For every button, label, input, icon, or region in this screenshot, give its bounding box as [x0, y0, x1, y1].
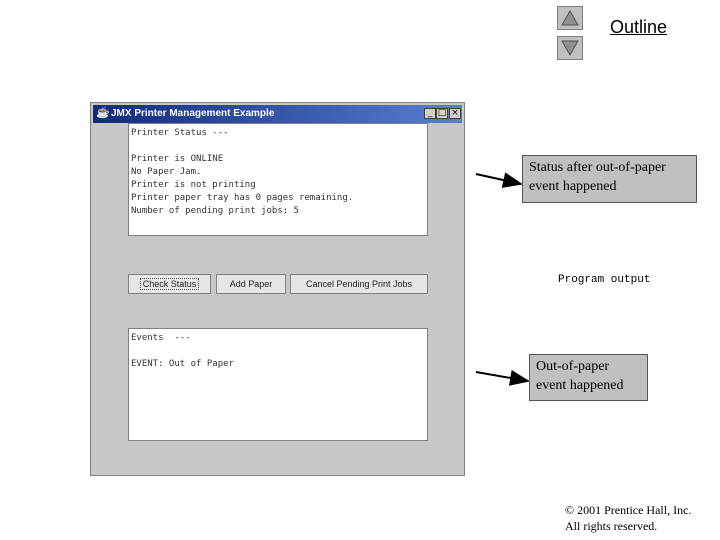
status-line: No Paper Jam.	[131, 167, 202, 177]
copyright-notice	[565, 502, 691, 534]
event-callout-arrow	[476, 372, 528, 381]
cancel-pending-jobs-button[interactable]: Cancel Pending Print Jobs	[290, 274, 428, 294]
window-title: JMX Printer Management Example	[111, 108, 275, 119]
copyright-line: © 2001 Prentice Hall, Inc.	[565, 503, 692, 517]
status-line: Number of pending print jobs: 5	[131, 206, 299, 216]
status-line: Printer is not printing	[131, 180, 256, 190]
event-callout-line: event happened	[536, 378, 624, 393]
close-button[interactable]: ×	[449, 108, 461, 119]
add-paper-button[interactable]: Add Paper	[216, 274, 286, 294]
minimize-button[interactable]: _	[424, 108, 436, 119]
copyright-line: All rights reserved.	[565, 519, 658, 533]
check-status-label: Check Status	[140, 278, 200, 290]
event-callout	[529, 354, 648, 401]
java-cup-icon: ☕	[96, 107, 110, 119]
status-line: Printer is ONLINE	[131, 154, 224, 164]
event-line: EVENT: Out of Paper	[131, 359, 234, 369]
status-line: Printer Status ---	[131, 128, 229, 138]
maximize-button[interactable]: □	[437, 108, 447, 118]
status-callout	[522, 155, 697, 203]
status-callout-line: Status after out-of-paper	[529, 160, 666, 175]
status-callout-line: event happened	[529, 179, 617, 194]
event-callout-line: Out-of-paper	[536, 359, 610, 374]
status-callout-arrow	[476, 174, 521, 184]
status-line: Printer paper tray has 0 pages remaining.	[131, 193, 354, 203]
outline-link[interactable]: Outline	[610, 17, 668, 37]
event-line: Events ---	[131, 333, 191, 343]
program-output-label: Program output	[558, 274, 651, 286]
